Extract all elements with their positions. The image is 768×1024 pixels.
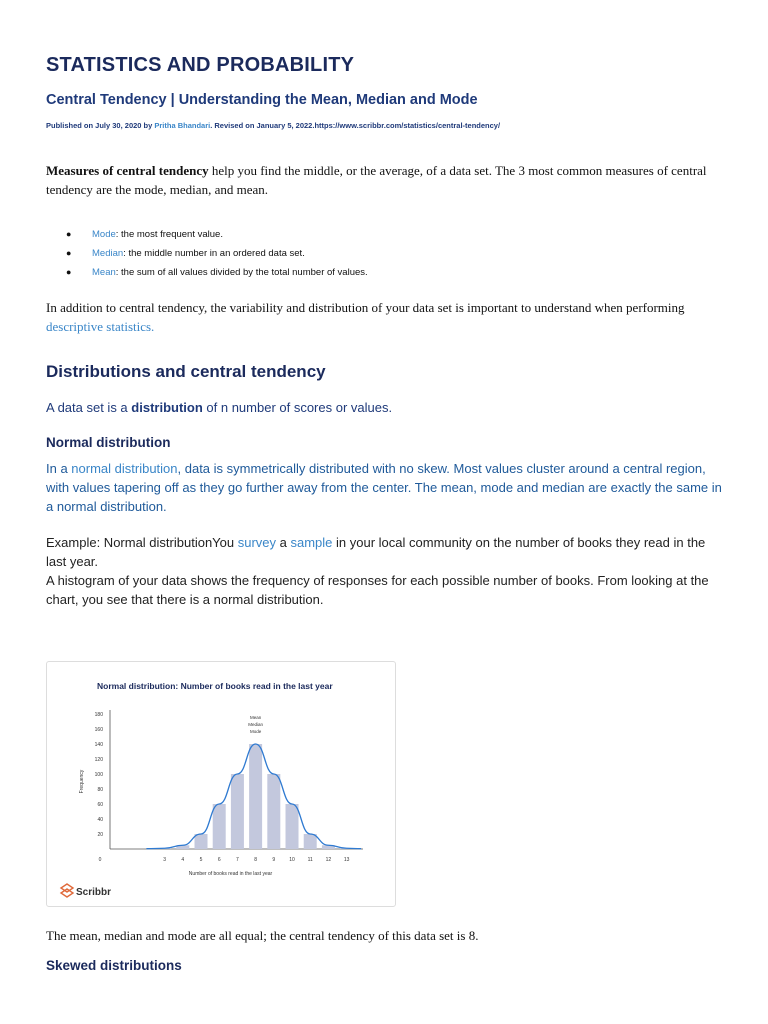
chart-title: Normal distribution: Number of books read in the last year <box>97 681 333 691</box>
x-tick-label: 6 <box>217 857 221 863</box>
histogram-bar <box>231 774 244 849</box>
section-heading: Distributions and central tendency <box>46 362 326 381</box>
x-tick-label: 12 <box>325 857 332 863</box>
list-item: ● Mean: the sum of all values divided by the total number of values. <box>66 267 368 278</box>
x-tick-label: 9 <box>272 857 276 863</box>
histogram-bar <box>213 804 226 849</box>
bullet-icon: ● <box>66 267 72 277</box>
y-tick-label: 120 <box>94 757 103 763</box>
bullet-icon: ● <box>66 229 72 239</box>
y-tick-label: 60 <box>97 802 103 808</box>
histogram-bar <box>286 804 299 849</box>
y-tick-label: 140 <box>94 742 103 748</box>
y-tick-label: 20 <box>97 832 103 838</box>
intro-paragraph: Measures of central tendency help you find the middle, or the average, of a data set. The 3 most common measures of central tendency are the mode, median, and mean. <box>46 163 707 197</box>
y-tick-label: 160 <box>94 727 103 733</box>
y-axis-label: Frequency <box>79 769 85 794</box>
median-link[interactable]: Median <box>92 248 124 259</box>
subsection-heading: Normal distribution <box>46 435 171 450</box>
conclusion-paragraph: The mean, median and mode are all equal; the central tendency of this data set is 8. <box>46 928 479 943</box>
chart-figure <box>46 661 396 907</box>
x-tick-label: 5 <box>199 857 203 863</box>
author-link[interactable]: Pritha Bhandari <box>154 121 211 130</box>
list-item: ● Mode: the most frequent value. <box>66 229 223 240</box>
mean-link[interactable]: Mean <box>92 267 116 278</box>
x-axis-label: Number of books read in the last year <box>188 871 273 877</box>
mode-link[interactable]: Mode <box>92 229 116 240</box>
y-tick-label: 100 <box>94 772 103 778</box>
sample-link[interactable]: sample <box>290 535 333 550</box>
descriptive-statistics-link[interactable]: descriptive statistics. <box>46 319 155 334</box>
survey-link[interactable]: survey <box>237 535 277 550</box>
histogram-chart <box>47 662 395 906</box>
histogram-bar <box>249 744 262 849</box>
y-tick-label: 40 <box>97 817 103 823</box>
article-meta: Published on July 30, 2020 by Pritha Bhandari. Revised on January 5, 2022.https://www.scribbr.com/statistics/central-tendency/ <box>46 121 501 130</box>
x-tick-label: 0 <box>98 857 102 863</box>
y-tick-label: 180 <box>94 712 103 718</box>
paragraph-distribution: A data set is a distribution of n number of scores or values. <box>46 400 393 415</box>
x-tick-label: 13 <box>343 857 350 863</box>
x-tick-label: 8 <box>254 857 258 863</box>
peak-annotation: Median <box>248 722 263 727</box>
x-tick-label: 4 <box>181 857 185 863</box>
y-tick-label: 80 <box>97 787 103 793</box>
scribbr-logo-icon <box>61 884 73 897</box>
peak-annotation: Mean <box>249 715 262 720</box>
list-item: ● Median: the middle number in an ordered data set. <box>66 248 305 259</box>
x-tick-label: 11 <box>307 857 313 863</box>
article-title: Central Tendency | Understanding the Mean, Median and Mode <box>46 92 478 108</box>
scribbr-logo-text: Scribbr <box>76 887 112 898</box>
scribbr-logo-mark <box>61 884 73 897</box>
peak-annotation: Mode <box>249 729 262 734</box>
page-title: STATISTICS AND PROBABILITY <box>46 54 355 76</box>
normal-distribution-link[interactable]: normal distribution <box>71 461 178 476</box>
histogram-bar <box>304 834 317 849</box>
x-tick-label: 10 <box>289 857 295 863</box>
histogram-bar <box>267 774 280 849</box>
x-tick-label: 3 <box>163 857 166 863</box>
paragraph-variability: In addition to central tendency, the variability and distribution of your data set is important to understand when performing descriptive statistics. <box>46 300 685 334</box>
example-paragraph: Example: Normal distributionYou survey a sample in your local community on the number of books they read in the last year. A histogram of your data shows the frequency of responses for each possible number of books. From looking at the chart, you see that there is a normal distribution. <box>46 535 709 607</box>
x-tick-label: 7 <box>236 857 239 863</box>
subsection-heading-skewed: Skewed distributions <box>46 958 182 973</box>
paragraph-normal: In a normal distribution, data is symmetrically distributed with no skew. Most values cluster around a central region, with values tapering off as they go further away from the center. The mean, mode and median are exactly the same in a normal distribution. <box>46 461 722 514</box>
histogram-bar <box>195 834 208 849</box>
bullet-icon: ● <box>66 248 72 258</box>
